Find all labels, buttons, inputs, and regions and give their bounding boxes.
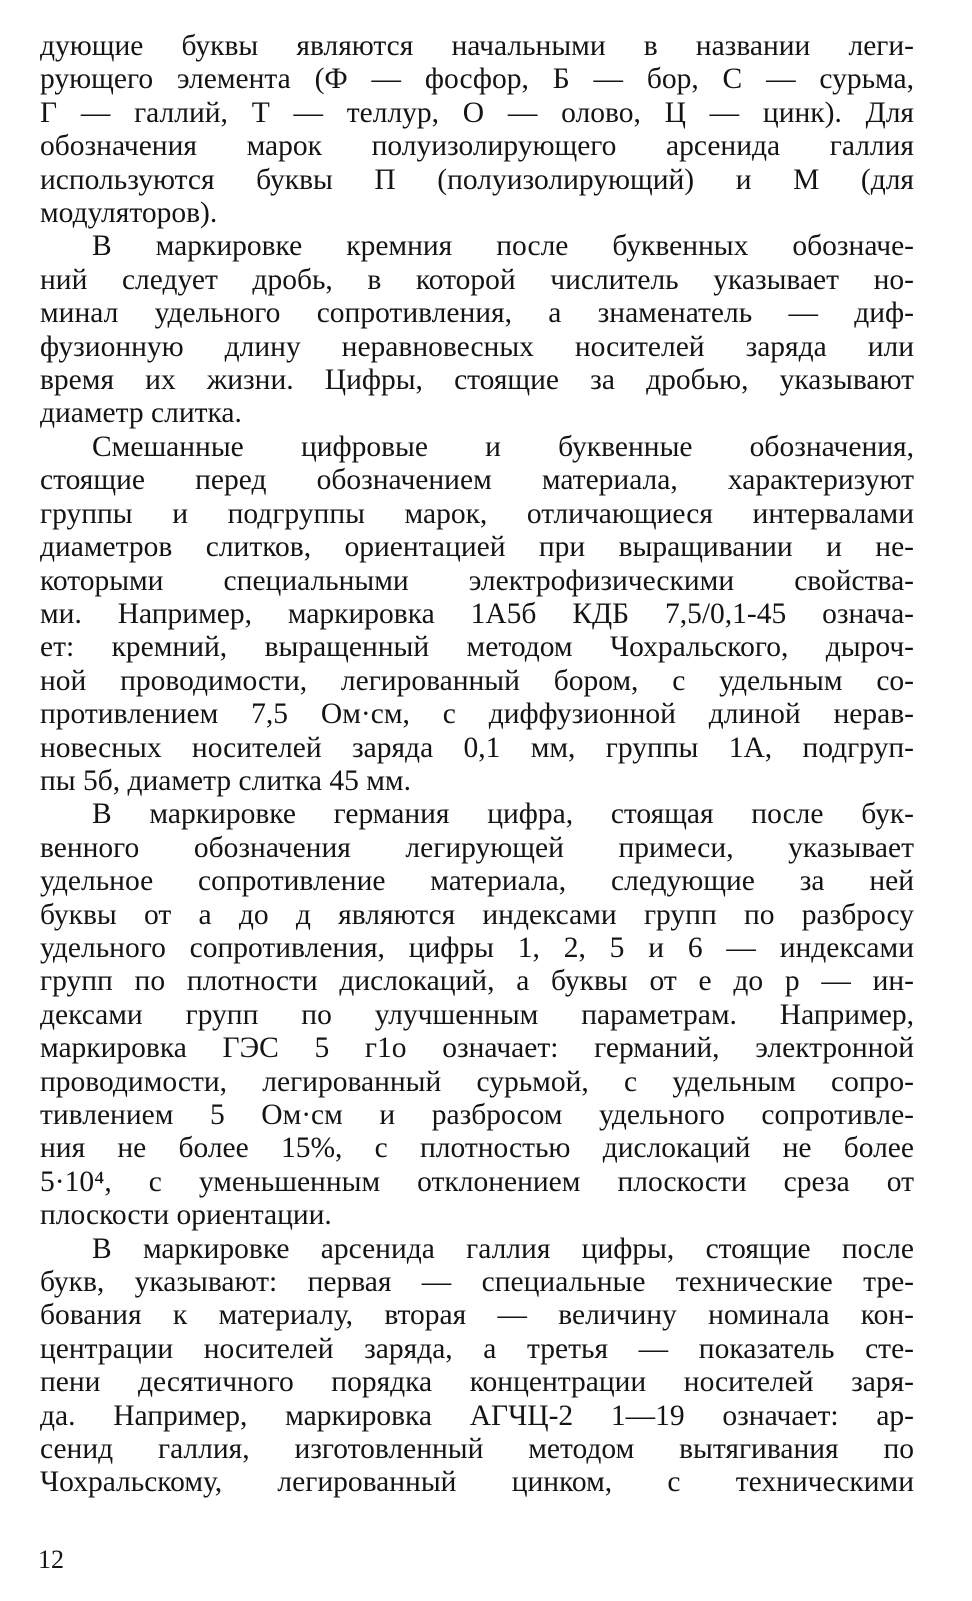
text-line: дексами групп по улучшенным параметрам. Например,	[40, 998, 914, 1031]
text-line: дующие буквы являются начальными в названии леги-	[40, 30, 914, 62]
text-line: центрации носителей заряда, а третья — показатель сте-	[40, 1332, 914, 1365]
text-line: пени десятичного порядка концентрации носителей заря-	[40, 1366, 914, 1399]
text-line: В маркировке германия цифра, стоящая после бук-	[92, 798, 914, 831]
text-line: ми. Например, маркировка 1А5б КДБ 7,5/0,1-45 означа-	[40, 597, 914, 630]
text-line: минал удельного сопротивления, а знаменатель — диф-	[40, 297, 914, 330]
text-line: рующего элемента (Ф — фосфор, Б — бор, С — сурьма,	[40, 63, 914, 96]
text-line: время их жизни. Цифры, стоящие за дробью, указывают	[40, 364, 914, 397]
text-line: удельного сопротивления, цифры 1, 2, 5 и 6 — индексами	[40, 931, 914, 964]
text-line: проводимости, легированный сурьмой, с удельным сопро-	[40, 1065, 914, 1098]
text-line: диаметров слитков, ориентацией при выращивании и не-	[40, 531, 914, 564]
text-line: группы и подгруппы марок, отличающиеся интервалами	[40, 497, 914, 530]
text-line: маркировка ГЭС 5 г1о означает: германий, электронной	[40, 1032, 914, 1065]
text-line: да. Например, маркировка АГЧЦ-2 1—19 означает: ар-	[40, 1399, 914, 1432]
text-line: венного обозначения легирующей примеси, указывает	[40, 831, 914, 864]
text-line: Г — галлий, Т — теллур, О — олово, Ц — цинк). Для	[40, 96, 914, 129]
text-line: ния не более 15%, с плотностью дислокаций не более	[40, 1132, 914, 1165]
text-line: буквы от а до д являются индексами групп по разбросу	[40, 898, 914, 931]
document-page	[40, 30, 914, 1500]
text-line: модуляторов).	[40, 197, 218, 230]
text-line: используются буквы П (полуизолирующий) и М (для	[40, 163, 914, 196]
text-line: букв, указывают: первая — специальные технические тре-	[40, 1266, 914, 1299]
text-line: сенид галлия, изготовленный методом вытягивания по	[40, 1433, 914, 1466]
text-line: Смешанные цифровые и буквенные обозначения,	[92, 430, 914, 463]
text-line: плоскости ориентации.	[40, 1199, 332, 1232]
text-line: ной проводимости, легированный бором, с удельным со-	[40, 664, 914, 697]
text-line: противлением 7,5 Ом·см, с диффузионной длиной нерав-	[40, 698, 914, 731]
paragraph-5	[40, 1233, 914, 1500]
text-line: которыми специальными электрофизическими свойства-	[40, 564, 914, 597]
text-line: фузионную длину неравновесных носителей заряда или	[40, 330, 914, 363]
paragraph-2	[40, 230, 914, 430]
paragraph-3	[40, 431, 914, 798]
text-line: тивлением 5 Ом·см и разбросом удельного сопротивле-	[40, 1099, 914, 1131]
text-line: обозначения марок полуизолирующего арсенида галлия	[40, 130, 914, 163]
text-line: 5·10⁴, с уменьшенным отклонением плоскости среза от	[40, 1165, 914, 1198]
text-line: диаметр слитка.	[40, 397, 242, 430]
text-line: стоящие перед обозначением материала, характеризуют	[40, 464, 914, 497]
text-line: ний следует дробь, в которой числитель указывает но-	[40, 263, 914, 296]
text-line: В маркировке арсенида галлия цифры, стоящие после	[92, 1232, 914, 1265]
text-line: групп по плотности дислокаций, а буквы от е до р — ин-	[40, 965, 914, 998]
text-line: пы 5б, диаметр слитка 45 мм.	[40, 764, 411, 797]
paragraph-1	[40, 30, 914, 230]
page-number: 12	[38, 1545, 64, 1574]
text-line: бования к материалу, вторая — величину номинала кон-	[40, 1299, 914, 1332]
text-line: В маркировке кремния после буквенных обозначе-	[92, 230, 914, 263]
text-line: ет: кремний, выращенный методом Чохральского, дыроч-	[40, 631, 914, 664]
paragraph-4	[40, 798, 914, 1232]
text-line: Чохральскому, легированный цинком, с техническими	[40, 1466, 914, 1499]
text-line: новесных носителей заряда 0,1 мм, группы 1А, подгруп-	[40, 731, 914, 764]
text-line: удельное сопротивление материала, следующие за ней	[40, 865, 914, 898]
